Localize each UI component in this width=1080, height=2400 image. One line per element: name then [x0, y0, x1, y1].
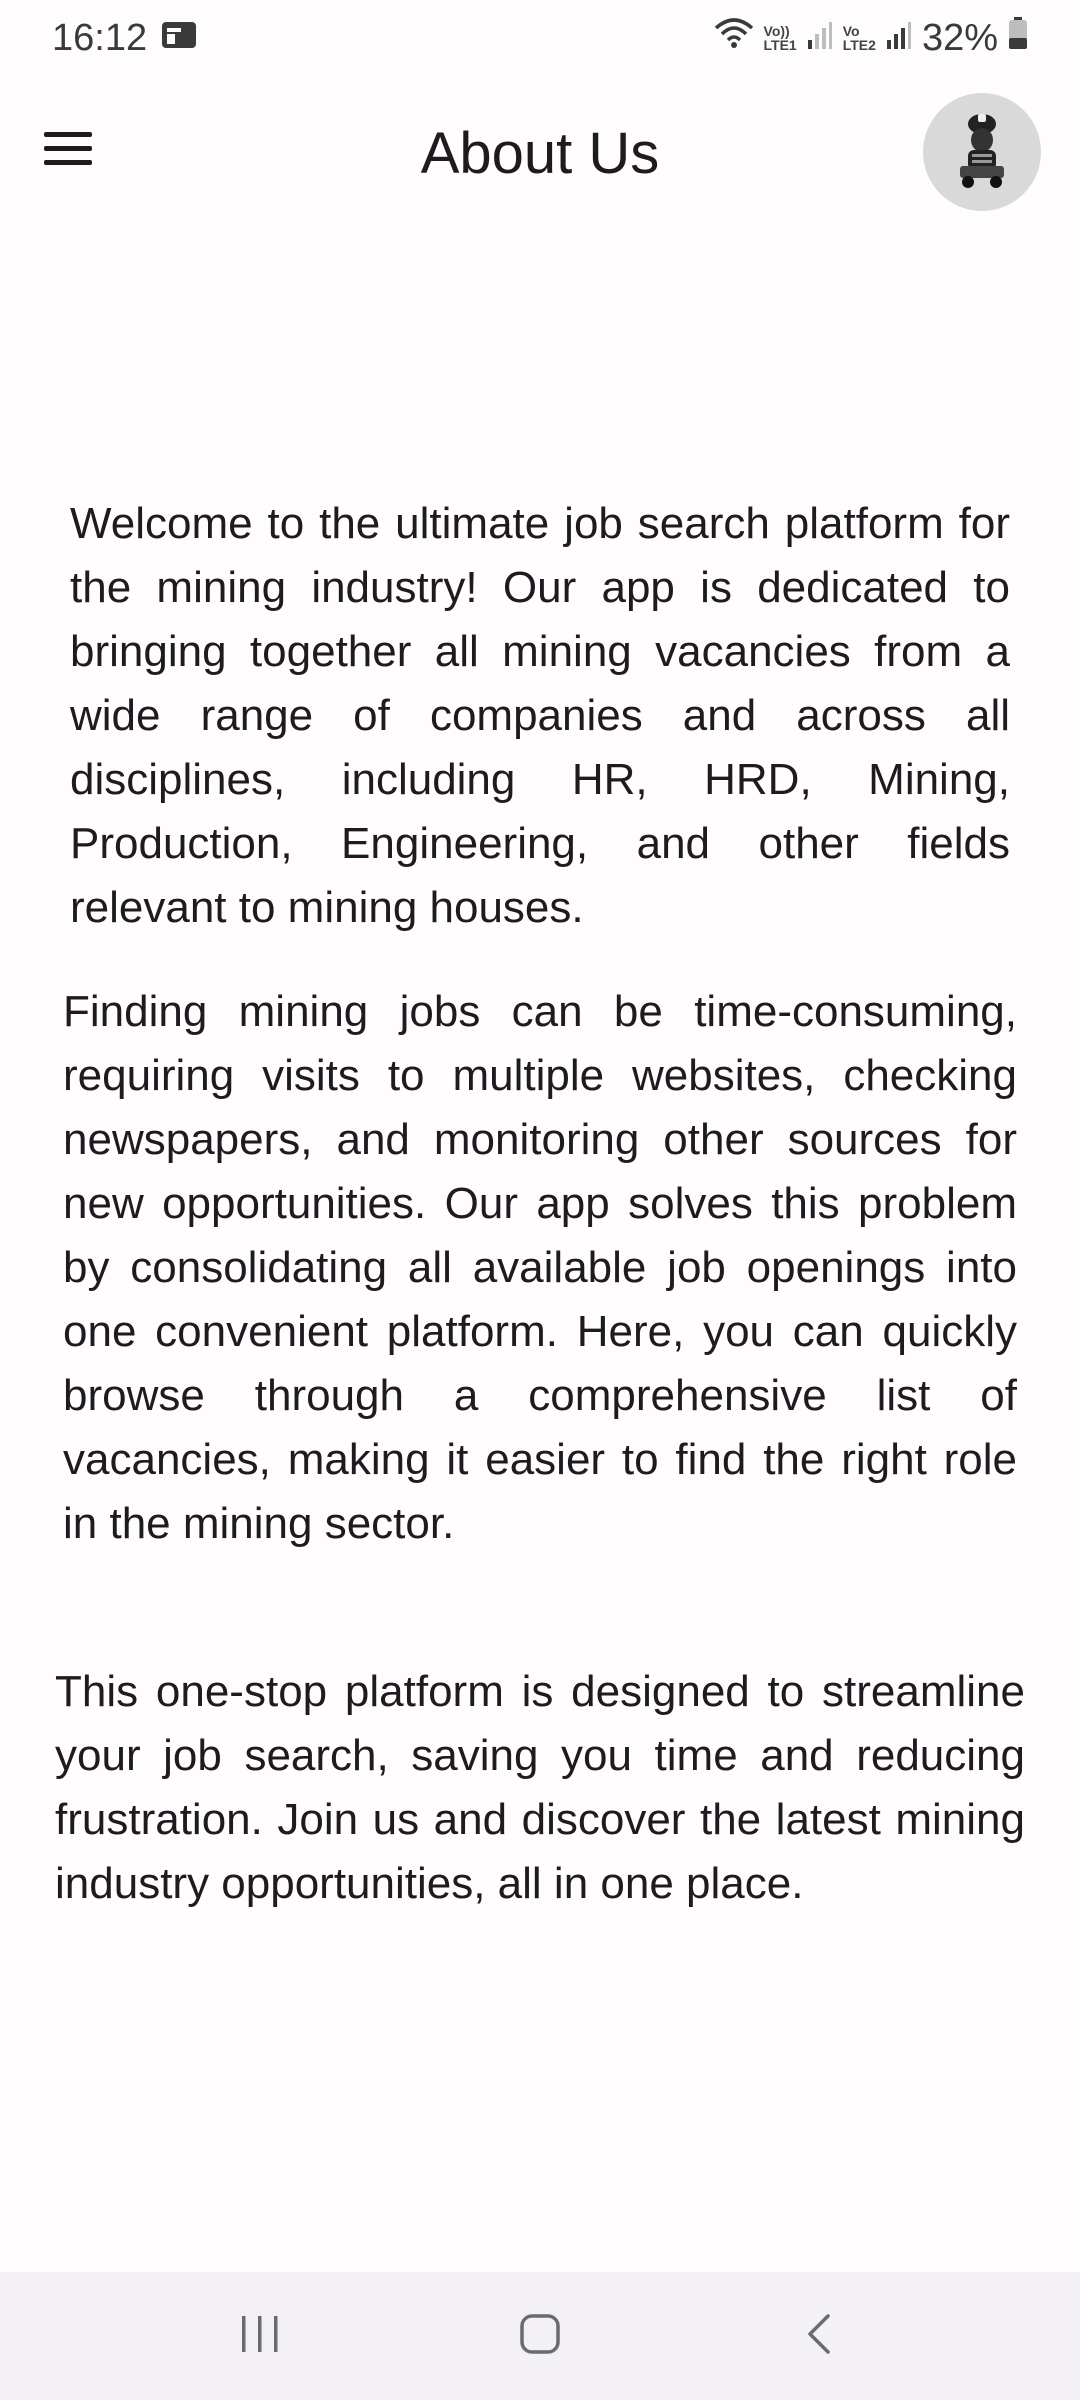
page-title: About Us [420, 121, 660, 186]
back-button[interactable] [760, 2286, 880, 2386]
status-bar [0, 0, 1080, 76]
notification-app-icon [161, 17, 197, 60]
status-right [714, 16, 1028, 60]
sim2-label-top: Vo [842, 23, 860, 39]
recents-icon [238, 2312, 282, 2361]
app-bar [0, 76, 1080, 236]
signal-2-icon [886, 17, 912, 60]
back-icon [798, 2312, 842, 2361]
sim2-label [843, 24, 876, 52]
home-button[interactable] [480, 2286, 600, 2386]
signal-1-icon [807, 17, 833, 60]
battery-percent: 32% [921, 16, 998, 59]
sim1-label [764, 24, 797, 52]
about-paragraph-2: Finding mining jobs can be time-consuming, requiring visits to multiple websites, checking newspapers, and monitoring other sources for new opportunities. Our app solves this problem by consolidating all available job openings into one convenient platform. Here, you can quickly browse through a comprehensive list of vacancies, making it easier to find the right role in the mining sector. [63, 987, 1017, 1548]
home-icon [518, 2312, 562, 2361]
wifi-icon [714, 16, 754, 60]
about-paragraph-3: This one-stop platform is designed to streamline your job search, saving you time and reducing frustration. Join us and discover the latest mining industry opportunities, all in one place. [55, 1667, 1025, 1908]
miner-logo-icon [950, 110, 1014, 195]
avatar[interactable] [923, 93, 1041, 211]
recents-button[interactable] [200, 2286, 320, 2386]
sim1-label-top: Vo)) [763, 23, 790, 39]
about-paragraph-1: Welcome to the ultimate job search platform for the mining industry! Our app is dedicated to bringing together all mining vacancies from a wide range of companies and across all disciplines, including HR, HRD, Mining, Production, Engineering, and other fields relevant to mining houses. [70, 499, 1010, 932]
sim1-label-bottom: LTE1 [763, 37, 797, 53]
system-nav-bar [0, 2272, 1080, 2400]
battery-icon [1008, 16, 1028, 60]
status-time: 16:12 [52, 16, 148, 59]
status-left [52, 17, 197, 60]
sim2-label-bottom: LTE2 [842, 37, 876, 53]
